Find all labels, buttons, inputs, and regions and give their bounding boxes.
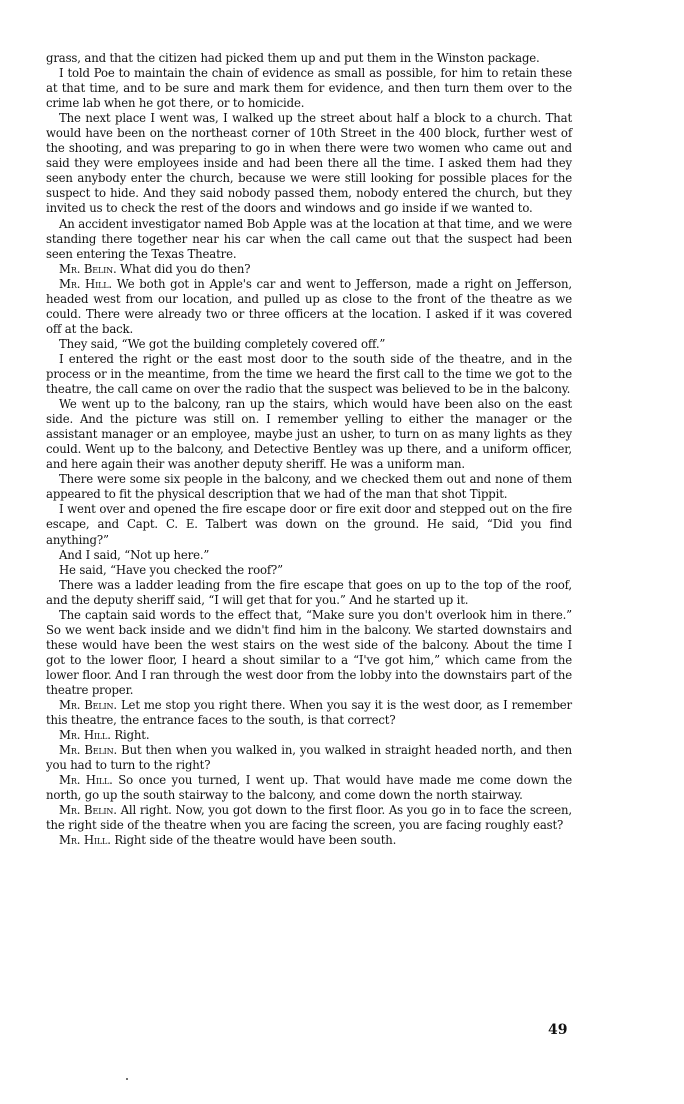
paragraph-text: Let me stop you right there. When you say it is the west door, as I remember this theatre, the entrance faces to the south, is that correct? (46, 698, 572, 728)
paragraph (46, 217, 572, 262)
paragraph (46, 397, 572, 472)
paragraph-text: And I said, “Not up here.” (59, 547, 210, 562)
paragraph (46, 743, 572, 773)
paragraph-text: But then when you walked in, you walked in straight headed north, and then you had to turn to the right? (46, 743, 572, 773)
page-number: 49 (548, 1022, 568, 1038)
paragraph (46, 608, 572, 698)
speaker-label: Mr. Belin. (59, 803, 117, 818)
paragraph-text: I went over and opened the fire escape door or fire exit door and stepped out on the fire escape, and Capt. C. E. Talbert was down on the ground. He said, “Did you find anything?” (46, 502, 572, 547)
speaker-label: Mr. Hill. (59, 276, 112, 291)
paragraph (46, 578, 572, 608)
paragraph (46, 563, 572, 578)
paragraph-text: What did you do then? (120, 261, 251, 276)
paragraph (46, 337, 572, 352)
paragraph-text: There was a ladder leading from the fire escape that goes on up to the top of the roof, and the deputy sheriff said, “I will get that for you.” And he started up it. (46, 577, 572, 607)
paragraph (46, 352, 572, 397)
paragraph-text: Right. (114, 728, 150, 743)
paragraph (46, 262, 572, 277)
document-page (46, 51, 572, 848)
paragraph (46, 803, 572, 833)
paragraph (46, 502, 572, 547)
speaker-label: Mr. Belin. (59, 698, 117, 713)
paragraph-text: They said, “We got the building completely covered off.” (59, 336, 386, 351)
paragraph (46, 277, 572, 337)
paragraph-text: I entered the right or the east most door to the south side of the theatre, and in the process or in the meantime, from the time we heard the first call to the time we got to the theatre, the call came on over the radio that the suspect was believed to be in the balcony. (46, 351, 572, 397)
paragraph-text: An accident investigator named Bob Apple was at the location at that time, and we were standing there together near his car when the call came out that the suspect had been seen entering the Texas Theatre. (46, 216, 572, 261)
paragraph (46, 472, 572, 502)
paragraph-text: I told Poe to maintain the chain of evidence as small as possible, for him to retain these at that time, and to be sure and mark them for evidence, and then turn them over to the crime lab when he got there, or to homicide. (46, 66, 572, 111)
paragraph (46, 111, 572, 216)
paragraph-text: There were some six people in the balcony, and we checked them out and none of them appeared to fit the physical description that we had of the man that shot Tippit. (46, 472, 572, 502)
paragraph (46, 698, 572, 728)
paragraph-text: We went up to the balcony, ran up the stairs, which would have been also on the east side. And the picture was still on. I remember yelling to either the manager or the assistant manager or an employee, maybe just an usher, to turn on as many lights as they could. Went up to the balcony, and Detective Bentley was up there, and a uniform officer, and here again their was another deputy sheriff. He was a uniform man. (46, 397, 572, 472)
speaker-label: Mr. Belin. (59, 743, 118, 758)
speaker-label: Mr. Hill. (59, 773, 113, 788)
paragraph-text: All right. Now, you got down to the first floor. As you go in to face the screen, the right side of the theatre when you are facing the screen, you are facing roughly east? (46, 803, 572, 833)
paragraph (46, 66, 572, 111)
paragraph-text: We both got in Apple's car and went to Jefferson, made a right on Jefferson, headed west from our location, and pulled up as close to the front of the theatre as we could. There were already two or three officers at the location. I asked if it was covered off at the back. (46, 276, 572, 336)
paragraph (46, 773, 572, 803)
paragraph-text: The next place I went was, I walked up the street about half a block to a church. That would have been on the northeast corner of 10th Street in the 400 block, further west of the shooting, and was preparing to go in when there were two women who came out and said they were employees inside and had been there all the time. I asked them had they seen anybody enter the church, because we were still looking for possible places for the suspect to hide. And they said nobody passed them, nobody entered the church, but they invited us to check the rest of the doors and windows and go inside if we wanted to. (46, 111, 572, 216)
paragraph-text: So once you turned, I went up. That would have made me come down the north, go up the south stairway to the balcony, and come down the north stairway. (46, 773, 572, 803)
paragraph (46, 51, 572, 66)
paragraph-text: grass, and that the citizen had picked them up and put them in the Winston package. (46, 51, 540, 65)
speaker-label: Mr. Hill. (59, 728, 111, 743)
paragraph-text: The captain said words to the effect that, “Make sure you don't overlook him in there.” So we went back inside and we didn't find him in the balcony. We started downstairs and these would have been the west stairs on the west side of the balcony. About the time I got to the lower floor, I heard a shout similar to a “I've got him,” which came from the lower floor. And I ran through the west door from the lobby into the downstairs part of the theatre proper. (46, 607, 572, 697)
paragraph-text: Right side of the theatre would have been south. (114, 833, 397, 848)
paragraph (46, 548, 572, 563)
speaker-label: Mr. Hill. (59, 833, 111, 848)
scan-speck (126, 1078, 128, 1080)
paragraph (46, 728, 572, 743)
paragraph (46, 833, 572, 848)
paragraph-text: He said, “Have you checked the roof?” (59, 562, 283, 577)
speaker-label: Mr. Belin. (59, 261, 117, 276)
